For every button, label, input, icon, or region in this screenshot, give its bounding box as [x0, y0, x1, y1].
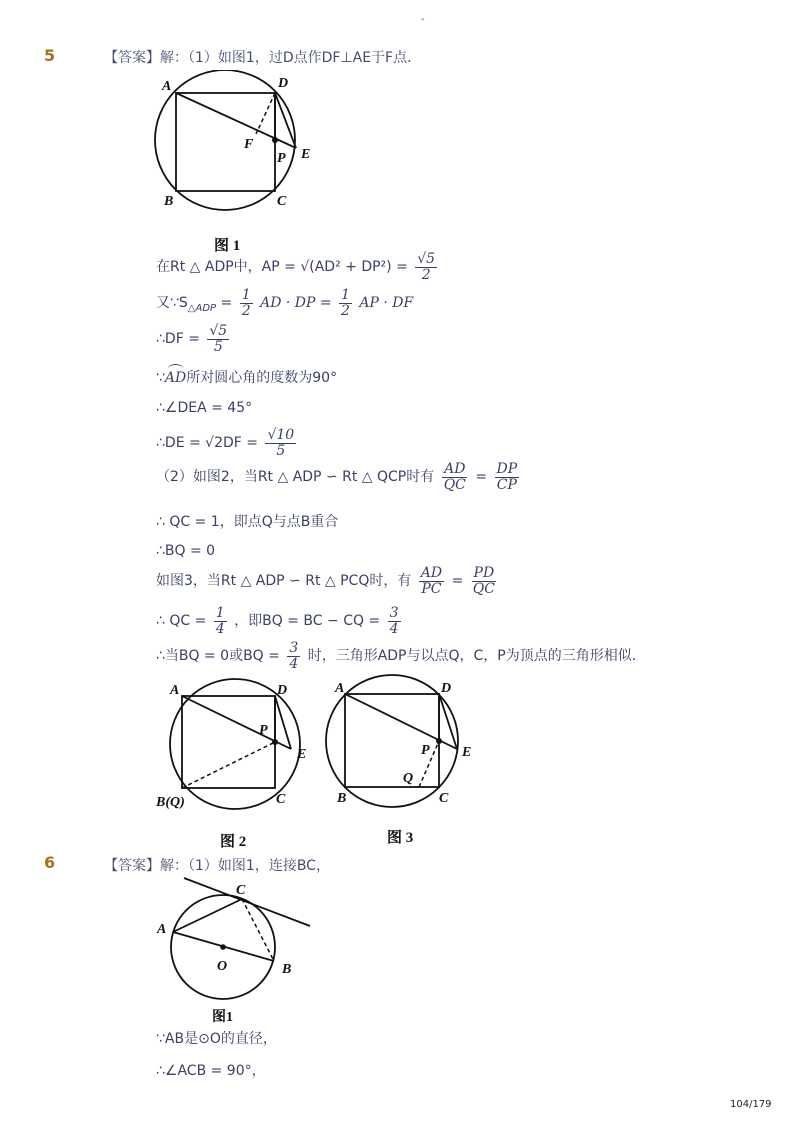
arc-label: AD [164, 370, 187, 386]
label-p: P [277, 151, 286, 166]
label-b: B [337, 791, 347, 806]
q5-line-3-fraction: $\frac{√5}{5}$ [209, 323, 228, 355]
label-a: A [162, 79, 172, 94]
q5-figure-3 [325, 674, 485, 814]
q5-line-6-fraction: $\frac{√10}{5}$ [267, 427, 295, 459]
label-o: O [217, 959, 228, 974]
question-number-6: 6 [44, 853, 56, 872]
q5-figure-1-caption: 图 1 [214, 238, 241, 254]
label-e: E [462, 745, 472, 760]
q5-line-3-text: ∴DF = [156, 331, 200, 348]
point-o [220, 944, 226, 950]
q5-answer-header: 【答案】解：（1）如图1，过D点作DF⊥AE于F点． [104, 50, 422, 66]
q5-line-2-d: AP · DF [359, 295, 414, 312]
point-p [436, 738, 442, 744]
label-b: B [164, 194, 174, 209]
q5-line-2-subscript: △ADP [187, 302, 217, 314]
q5-line-10-text: 如图3，当Rt △ ADP ∽ Rt △ PCQ时，有 [156, 573, 412, 590]
q5-line-1-fraction: $\frac{√5}{2}$ [417, 251, 436, 283]
question-number-5: 5 [44, 46, 56, 65]
q6-answer-header: 【答案】解：（1）如图1，连接BC， [104, 858, 330, 874]
q5-line-2-fraction-2: $\frac{1}{2}$ [341, 287, 350, 319]
q5-line-10-fraction-2: $\frac{PD}{QC}$ [472, 565, 495, 597]
label-p: P [421, 743, 430, 758]
q5-figure-2 [150, 676, 320, 816]
q6-figure-1-caption: 图1 [212, 1010, 233, 1025]
label-a: A [335, 681, 345, 696]
label-c: C [277, 194, 287, 209]
q5-line-12-fraction: $\frac{3}{4}$ [289, 640, 299, 672]
q5-line-12 [156, 641, 646, 671]
q5-line-11-fraction-2: $\frac{3}{4}$ [389, 605, 399, 637]
header-dash: - [421, 14, 425, 25]
q5-line-4-a: ∵ [156, 370, 165, 386]
label-e: E [297, 747, 307, 762]
q5-line-2 [156, 288, 413, 318]
q5-line-11 [156, 606, 404, 636]
label-b: B [282, 962, 292, 977]
q5-line-2-b: = [216, 295, 233, 312]
arc-ad [165, 370, 186, 386]
label-p: P [259, 723, 268, 738]
label-q: Q [403, 771, 414, 786]
label-a: A [157, 922, 167, 937]
page-number: 104/179 [730, 1099, 772, 1110]
square-abcd [176, 93, 275, 191]
q5-line-10-eq: = [451, 573, 464, 590]
q5-line-11-a: ∴ QC = [156, 613, 207, 630]
q5-figure-3-caption: 图 3 [387, 830, 414, 846]
q5-line-2-c: AD · DP = [260, 295, 332, 312]
q5-line-11-b: ，即BQ = BC − CQ = [234, 613, 381, 630]
q5-line-6 [156, 428, 299, 458]
line-df [256, 93, 275, 134]
square-abcd [182, 696, 275, 788]
q6-line-1: ∵AB是⊙O的直径， [156, 1031, 277, 1047]
label-a: A [170, 683, 180, 698]
q5-line-6-text: ∴DE = √2DF = [156, 435, 259, 452]
label-d: D [441, 681, 452, 696]
label-f: F [244, 137, 254, 152]
q6-line-2: ∴∠ACB = 90°， [156, 1063, 266, 1079]
q5-figure-2-caption: 图 2 [220, 834, 247, 850]
q5-line-7-fraction-2: $\frac{DP}{CP}$ [496, 461, 518, 493]
q5-line-12-a: ∴当BQ = 0或BQ = [156, 648, 280, 665]
point-p [272, 137, 278, 143]
label-d: D [277, 683, 288, 698]
label-c: C [439, 791, 449, 806]
q5-line-7-eq: = [475, 469, 488, 486]
q5-line-10-fraction-1: $\frac{AD}{PC}$ [420, 565, 443, 597]
q5-line-2-fraction-1: $\frac{1}{2}$ [241, 287, 251, 319]
q5-line-5: ∴∠DEA = 45° [156, 400, 253, 416]
q5-line-8: ∴ QC = 1，即点Q与点B重合 [156, 514, 339, 530]
q5-line-7-text: （2）如图2，当Rt △ ADP ∽ Rt △ QCP时有 [156, 469, 435, 486]
line-ac [173, 899, 242, 932]
q5-line-7 [156, 462, 522, 492]
q5-line-10 [156, 566, 500, 596]
q5-line-12-b: 时，三角形ADP与以点Q，C，P为顶点的三角形相似． [307, 648, 646, 665]
label-e: E [301, 147, 311, 162]
q5-line-2-a: 又∵S [156, 295, 188, 312]
q5-line-7-fraction-1: $\frac{AD}{QC}$ [443, 461, 466, 493]
tangent-line [184, 878, 310, 926]
arc-mark [168, 364, 183, 373]
q5-line-4-b: 所对圆心角的度数为90° [186, 370, 338, 386]
label-d: D [278, 76, 289, 91]
line-bp [182, 742, 275, 788]
point-p [272, 739, 278, 745]
label-bq: B(Q) [156, 795, 185, 810]
q5-line-1 [156, 252, 440, 282]
q6-figure-1 [150, 874, 320, 1009]
q5-line-4 [156, 367, 337, 387]
label-c: C [236, 883, 246, 898]
q5-line-11-fraction-1: $\frac{1}{4}$ [215, 605, 225, 637]
q5-line-3 [156, 324, 232, 354]
q5-line-9: ∴BQ = 0 [156, 543, 216, 559]
label-c: C [276, 792, 286, 807]
q5-line-1-text: 在Rt △ ADP中，AP = √(AD² + DP²) = [156, 259, 408, 276]
q5-figure-1 [150, 70, 330, 220]
